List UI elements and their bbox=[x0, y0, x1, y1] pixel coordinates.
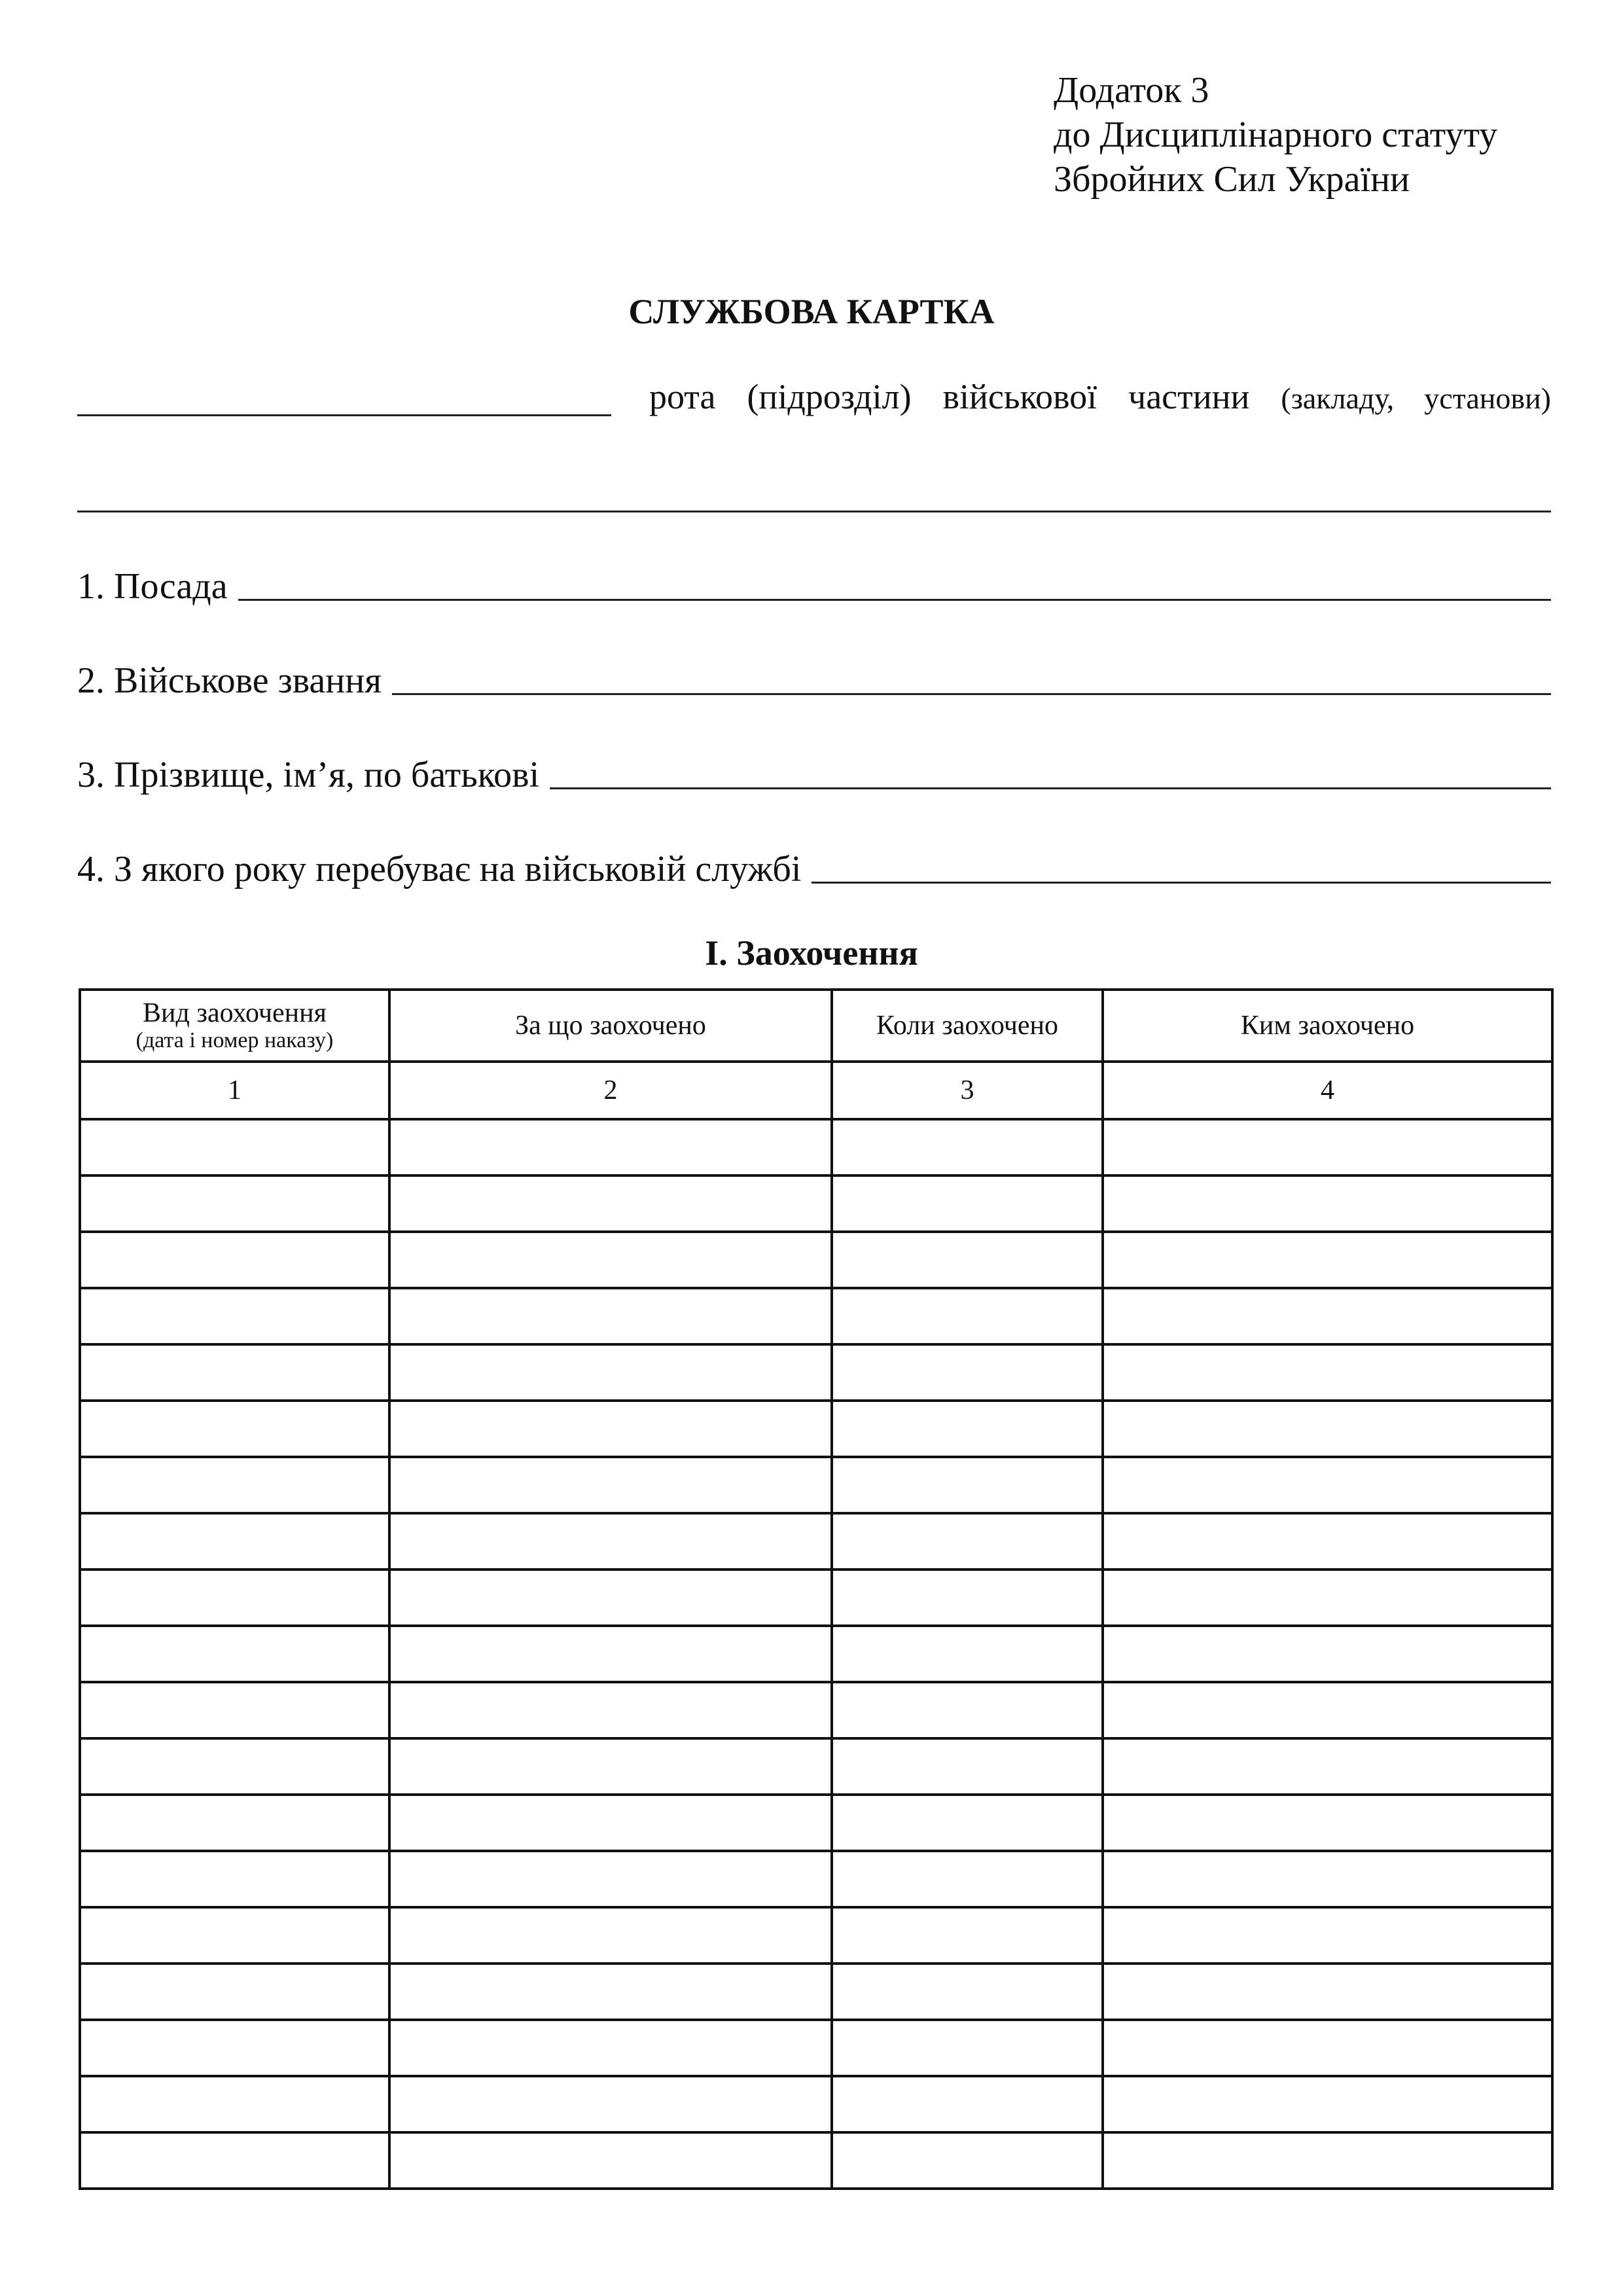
table-cell[interactable] bbox=[1103, 1626, 1552, 1682]
field-position-blank[interactable] bbox=[238, 599, 1551, 601]
table-cell[interactable] bbox=[832, 1457, 1103, 1513]
table-row bbox=[80, 2020, 1552, 2076]
table-row bbox=[80, 1626, 1552, 1682]
table-cell[interactable] bbox=[389, 1795, 832, 1851]
table-row bbox=[80, 2076, 1552, 2132]
field-service-year bbox=[77, 846, 1551, 893]
table-cell[interactable] bbox=[1103, 1851, 1552, 1907]
table-cell[interactable] bbox=[1103, 1795, 1552, 1851]
table-cell[interactable] bbox=[80, 1570, 389, 1626]
column-number: 1 bbox=[80, 1062, 389, 1119]
field-position-label: 1. Посада bbox=[77, 566, 228, 607]
awards-table bbox=[79, 988, 1554, 2190]
table-cell[interactable] bbox=[389, 1288, 832, 1344]
table-cell[interactable] bbox=[80, 2020, 389, 2076]
table-cell[interactable] bbox=[80, 1457, 389, 1513]
field-name bbox=[77, 751, 1551, 798]
table-cell[interactable] bbox=[80, 1738, 389, 1795]
table-cell[interactable] bbox=[389, 1570, 832, 1626]
field-name-blank[interactable] bbox=[550, 787, 1551, 789]
column-number: 3 bbox=[832, 1062, 1103, 1119]
section-title-awards: I. Заохочення bbox=[705, 933, 918, 973]
table-row bbox=[80, 1513, 1552, 1570]
table-cell[interactable] bbox=[832, 1513, 1103, 1570]
field-rank-blank[interactable] bbox=[392, 693, 1551, 695]
table-cell[interactable] bbox=[832, 1682, 1103, 1738]
table-cell[interactable] bbox=[1103, 1738, 1552, 1795]
table-cell[interactable] bbox=[389, 1232, 832, 1288]
table-row bbox=[80, 1795, 1552, 1851]
table-cell[interactable] bbox=[389, 1119, 832, 1175]
table-row bbox=[80, 1851, 1552, 1907]
document-title: СЛУЖБОВА КАРТКА bbox=[628, 292, 995, 331]
table-cell[interactable] bbox=[832, 1907, 1103, 1964]
table-cell[interactable] bbox=[1103, 1682, 1552, 1738]
table-cell[interactable] bbox=[832, 1175, 1103, 1232]
table-cell[interactable] bbox=[1103, 1401, 1552, 1457]
table-cell[interactable] bbox=[832, 1626, 1103, 1682]
table-cell[interactable] bbox=[389, 1851, 832, 1907]
col-award-type bbox=[80, 990, 389, 1062]
table-cell[interactable] bbox=[80, 1401, 389, 1457]
unit-line-label: рота (підрозділ) військової частини bbox=[649, 377, 1250, 416]
field-rank bbox=[77, 657, 1551, 704]
table-cell[interactable] bbox=[80, 1626, 389, 1682]
table-row bbox=[80, 2132, 1552, 2189]
table-cell[interactable] bbox=[389, 1457, 832, 1513]
column-number: 4 bbox=[1103, 1062, 1552, 1119]
table-cell[interactable] bbox=[1103, 1119, 1552, 1175]
table-cell[interactable] bbox=[1103, 1344, 1552, 1401]
table-cell[interactable] bbox=[80, 1795, 389, 1851]
table-row bbox=[80, 1401, 1552, 1457]
table-cell[interactable] bbox=[832, 1964, 1103, 2020]
col-award-type-sub: (дата і номер наказу) bbox=[135, 1028, 334, 1052]
table-cell[interactable] bbox=[80, 1907, 389, 1964]
table-cell[interactable] bbox=[832, 1401, 1103, 1457]
column-number: 2 bbox=[389, 1062, 832, 1119]
field-position bbox=[77, 563, 1551, 610]
unit-line bbox=[77, 376, 1551, 422]
company-blank[interactable] bbox=[77, 414, 611, 416]
table-cell[interactable] bbox=[389, 2076, 832, 2132]
field-name-label: 3. Прізвище, ім’я, по батькові bbox=[77, 755, 540, 795]
unit-line-small: (закладу, установи) bbox=[1281, 382, 1552, 415]
table-cell[interactable] bbox=[389, 1513, 832, 1570]
table-cell[interactable] bbox=[1103, 2020, 1552, 2076]
field-rank-label: 2. Військове звання bbox=[77, 660, 382, 701]
col-award-type-label: Вид заохочення bbox=[143, 998, 327, 1028]
table-row bbox=[80, 1232, 1552, 1288]
column-numbers-row bbox=[80, 1062, 1552, 1119]
table-cell[interactable] bbox=[1103, 1964, 1552, 2020]
table-cell[interactable] bbox=[389, 1175, 832, 1232]
table-cell[interactable] bbox=[389, 1682, 832, 1738]
table-cell[interactable] bbox=[80, 1513, 389, 1570]
table-cell[interactable] bbox=[832, 2076, 1103, 2132]
table-cell[interactable] bbox=[389, 1344, 832, 1401]
table-row bbox=[80, 1907, 1552, 1964]
table-cell[interactable] bbox=[832, 1795, 1103, 1851]
table-row bbox=[80, 1964, 1552, 2020]
table-cell[interactable] bbox=[389, 2020, 832, 2076]
table-cell[interactable] bbox=[832, 1288, 1103, 1344]
table-cell[interactable] bbox=[1103, 1232, 1552, 1288]
appendix-line-1: Додаток 3 bbox=[1054, 70, 1209, 111]
table-cell[interactable] bbox=[80, 1344, 389, 1401]
table-cell[interactable] bbox=[1103, 1570, 1552, 1626]
table-row bbox=[80, 1738, 1552, 1795]
table-cell[interactable] bbox=[389, 1964, 832, 2020]
table-cell[interactable] bbox=[80, 2132, 389, 2189]
table-cell[interactable] bbox=[389, 1626, 832, 1682]
col-award-reason: За що заохочено bbox=[389, 990, 832, 1062]
table-cell[interactable] bbox=[832, 1851, 1103, 1907]
table-cell[interactable] bbox=[389, 2132, 832, 2189]
table-cell[interactable] bbox=[1103, 1457, 1552, 1513]
table-cell[interactable] bbox=[832, 2132, 1103, 2189]
col-award-date: Коли заохочено bbox=[832, 990, 1103, 1062]
col-award-by: Ким заохочено bbox=[1103, 990, 1552, 1062]
table-cell[interactable] bbox=[80, 1175, 389, 1232]
table-cell[interactable] bbox=[832, 1344, 1103, 1401]
table-cell[interactable] bbox=[832, 2020, 1103, 2076]
appendix-reference bbox=[1054, 68, 1497, 202]
appendix-line-2: до Дисциплінарного статуту bbox=[1054, 115, 1498, 155]
award-rows bbox=[80, 1119, 1552, 2189]
table-cell[interactable] bbox=[80, 1119, 389, 1175]
unit-name-blank[interactable] bbox=[77, 511, 1551, 512]
table-cell[interactable] bbox=[832, 1570, 1103, 1626]
table-cell[interactable] bbox=[389, 1738, 832, 1795]
table-cell[interactable] bbox=[389, 1401, 832, 1457]
table-cell[interactable] bbox=[832, 1232, 1103, 1288]
table-cell[interactable] bbox=[80, 1288, 389, 1344]
table-row bbox=[80, 1175, 1552, 1232]
table-cell[interactable] bbox=[80, 1682, 389, 1738]
table-row bbox=[80, 1344, 1552, 1401]
table-row bbox=[80, 1288, 1552, 1344]
table-row bbox=[80, 1682, 1552, 1738]
table-cell[interactable] bbox=[80, 2076, 389, 2132]
table-cell[interactable] bbox=[832, 1119, 1103, 1175]
table-cell[interactable] bbox=[80, 1232, 389, 1288]
field-service-year-blank[interactable] bbox=[812, 882, 1551, 884]
table-cell[interactable] bbox=[1103, 1288, 1552, 1344]
table-cell[interactable] bbox=[80, 1964, 389, 2020]
unit-line-text bbox=[649, 376, 1551, 417]
table-cell[interactable] bbox=[1103, 1175, 1552, 1232]
awards-header-row bbox=[80, 990, 1552, 1062]
appendix-line-3: Збройних Сил України bbox=[1054, 159, 1410, 200]
field-service-year-label: 4. З якого року перебуває на військовій службі bbox=[77, 849, 802, 889]
table-cell[interactable] bbox=[1103, 1513, 1552, 1570]
table-cell[interactable] bbox=[80, 1851, 389, 1907]
table-cell[interactable] bbox=[1103, 2132, 1552, 2189]
table-cell[interactable] bbox=[1103, 2076, 1552, 2132]
table-row bbox=[80, 1119, 1552, 1175]
table-row bbox=[80, 1570, 1552, 1626]
table-cell[interactable] bbox=[389, 1907, 832, 1964]
table-cell[interactable] bbox=[832, 1738, 1103, 1795]
table-cell[interactable] bbox=[1103, 1907, 1552, 1964]
table-row bbox=[80, 1457, 1552, 1513]
